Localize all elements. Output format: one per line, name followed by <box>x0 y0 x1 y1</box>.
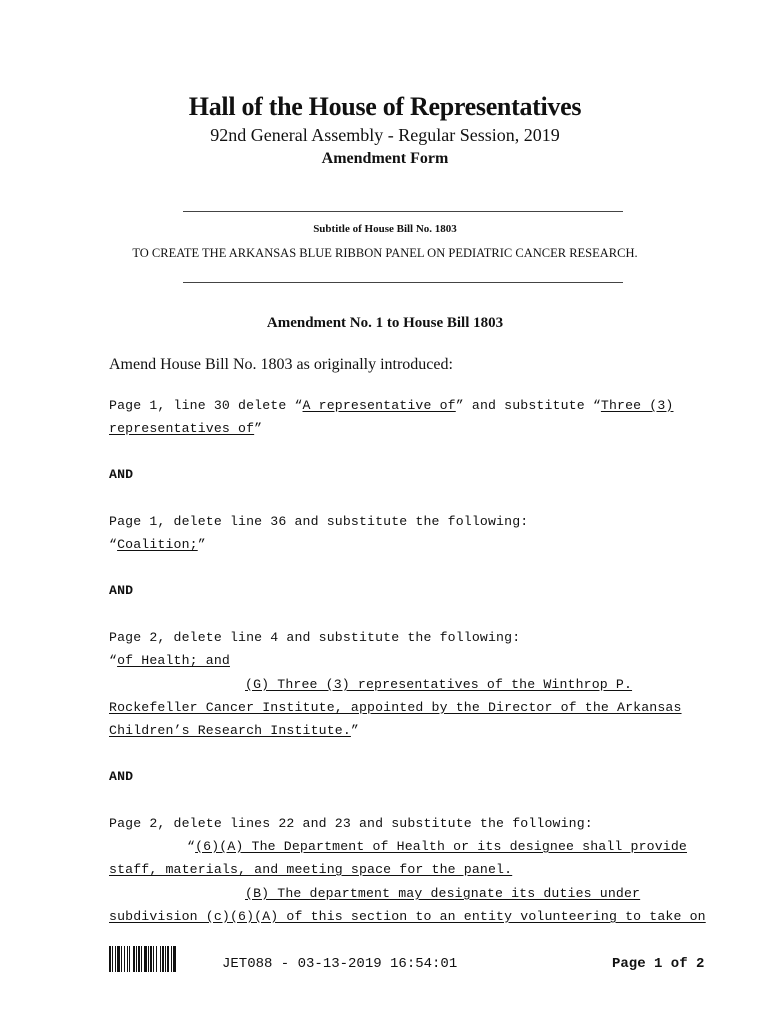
amendment-intro: Amend House Bill No. 1803 as originally introduced: <box>109 356 453 373</box>
deleted-text: A representative of <box>302 398 456 413</box>
instruction-2-line-2: “Coalition;” <box>109 537 206 552</box>
instruction-3-line-5: Children’s Research Institute.” <box>109 723 359 738</box>
form-label: Amendment Form <box>321 150 449 167</box>
instruction-4-line-4: (B) The department may designate its duties under <box>245 886 641 901</box>
instruction-2-line-1: Page 1, delete line 36 and substitute the following: <box>109 514 529 529</box>
instruction-3-line-4: Rockefeller Cancer Institute, appointed by the Director of the Arkansas <box>109 700 682 715</box>
instruction-4-line-1: Page 2, delete lines 22 and 23 and substitute the following: <box>109 816 593 831</box>
and-separator: AND <box>109 467 134 482</box>
subtitle-text: TO CREATE THE ARKANSAS BLUE RIBBON PANEL ON PEDIATRIC CANCER RESEARCH. <box>132 246 638 260</box>
session-line: 92nd General Assembly - Regular Session, 2019 <box>210 125 560 145</box>
page-indicator: Page 1 of 2 <box>612 956 705 972</box>
barcode-icon <box>109 946 201 972</box>
amendment-heading: Amendment No. 1 to House Bill 1803 <box>266 315 504 331</box>
top-divider <box>183 211 623 212</box>
and-separator: AND <box>109 583 134 598</box>
document-title: Hall of the House of Representatives <box>188 92 582 121</box>
bottom-divider <box>183 282 623 283</box>
instruction-1-line-2: representatives of” <box>109 421 263 436</box>
instruction-4-line-2: “(6)(A) The Department of Health or its designee shall provide <box>187 839 687 854</box>
instruction-1-line-1: Page 1, line 30 delete “A representative of” and substitute “Three (3) <box>109 398 674 413</box>
instruction-3-line-1: Page 2, delete line 4 and substitute the following: <box>109 630 521 645</box>
substituted-text: Three (3) <box>600 398 674 413</box>
document-id: JET088 - 03-13-2019 16:54:01 <box>222 956 458 972</box>
instruction-3-line-3: (G) Three (3) representatives of the Winthrop P. <box>245 677 633 692</box>
instruction-4-line-3: staff, materials, and meeting space for the panel. <box>109 862 513 877</box>
instruction-3-line-2: “of Health; and <box>109 653 230 668</box>
instruction-4-line-5: subdivision (c)(6)(A) of this section to an entity volunteering to take on <box>109 909 706 924</box>
and-separator: AND <box>109 769 134 784</box>
subtitle-label: Subtitle of House Bill No. 1803 <box>313 223 457 235</box>
